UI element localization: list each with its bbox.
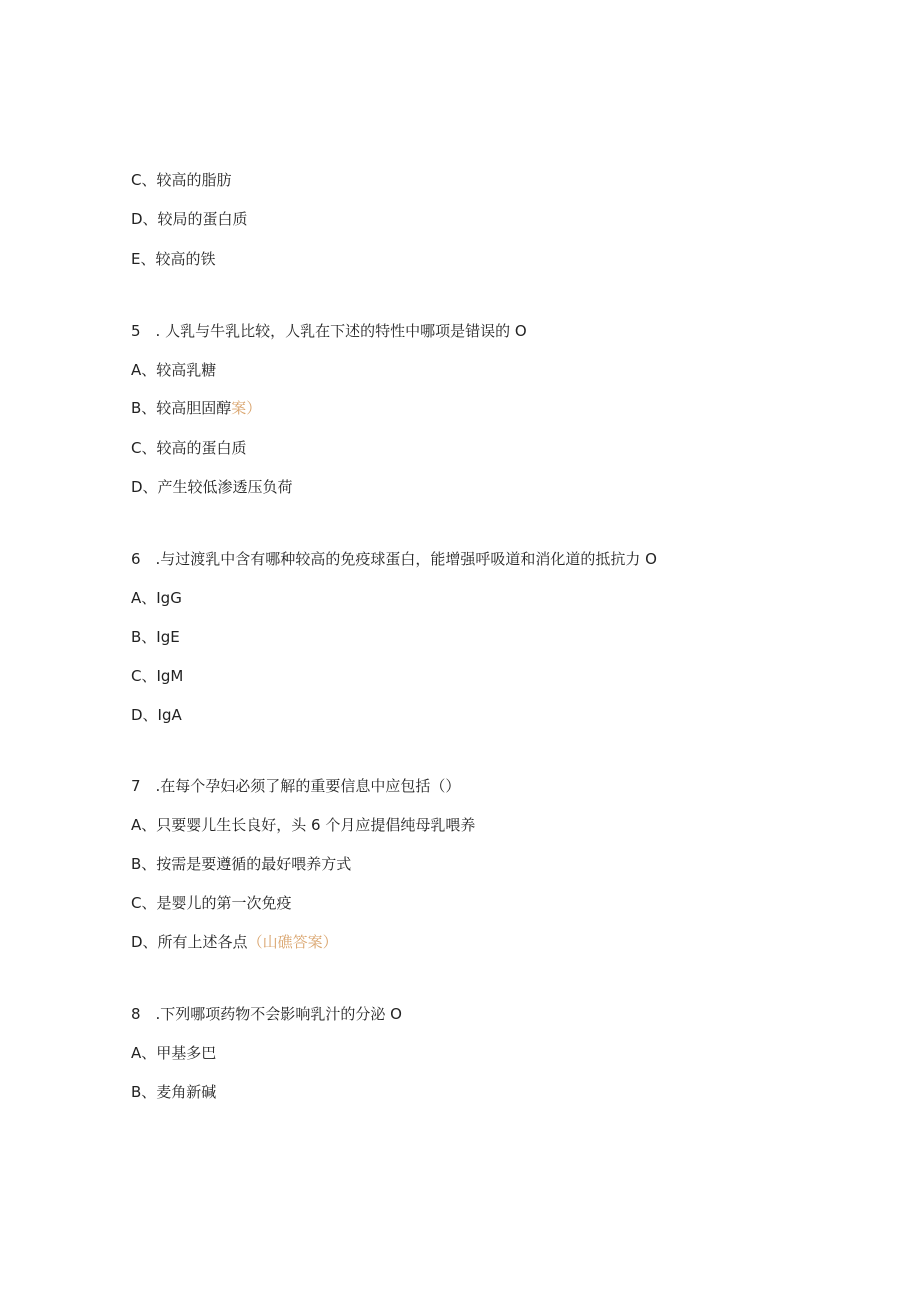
option-e-q4: E、较高的铁: [131, 250, 216, 268]
option-d-q4: D、较局的蛋白质: [131, 210, 248, 228]
option-b-q6: B、IgE: [131, 628, 180, 646]
option-a-q5: A、较高乳糖: [131, 361, 217, 379]
question-8: 8 .下列哪项药物不会影响乳汁的分泌 O: [131, 1005, 402, 1023]
option-b-q7: B、按需是要遵循的最好喂养方式: [131, 855, 352, 873]
option-b-q5: B、较高胆固醇案）: [131, 399, 262, 417]
option-c-q6: C、IgM: [131, 667, 184, 685]
option-a-q6: A、IgG: [131, 589, 182, 607]
option-b-q8: B、麦角新碱: [131, 1083, 217, 1101]
option-a-q8: A、甲基多巴: [131, 1044, 217, 1062]
option-c-q5: C、较高的蛋白质: [131, 439, 247, 457]
option-d-q6: D、IgA: [131, 706, 182, 724]
option-c-q7: C、是婴儿的第一次免疫: [131, 894, 292, 912]
option-d-q5: D、产生较低渗透压负荷: [131, 478, 293, 496]
question-7: 7 .在每个孕妇必须了解的重要信息中应包括（）: [131, 777, 461, 795]
question-5: 5 . 人乳与牛乳比较，人乳在下述的特性中哪项是错误的 O: [131, 322, 527, 340]
answer-mark: （山礁答案）: [247, 933, 338, 951]
question-6: 6 .与过渡乳中含有哪种较高的免疫球蛋白，能增强呼吸道和消化道的抵抗力 O: [131, 550, 657, 568]
option-c-q4: C、较高的脂肪: [131, 171, 232, 189]
option-d-q7: D、所有上述各点（山礁答案）: [131, 933, 338, 951]
option-a-q7: A、只要婴儿生长良好，头 6 个月应提倡纯母乳喂养: [131, 816, 476, 834]
answer-mark: 案）: [231, 399, 262, 417]
